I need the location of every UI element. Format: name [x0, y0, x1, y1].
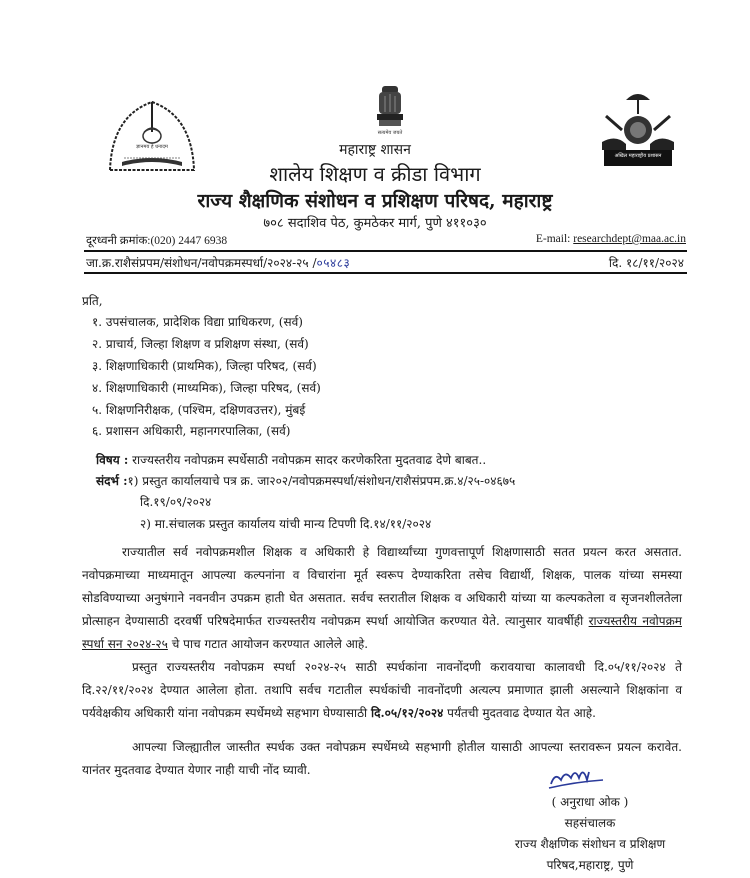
- references-label: संदर्भ :: [96, 474, 128, 488]
- subject-line: [96, 451, 486, 468]
- recipient-item: ४. शिक्षणाधिकारी (माध्यमिक), जिल्हा परिषद, (सर्व): [92, 381, 321, 395]
- recipient-item: ६. प्रशासन अधिकारी, महानगरपालिका, (सर्व): [92, 424, 291, 438]
- header-rule-bottom: [84, 272, 687, 274]
- signatory-org-line-2: परिषद,महाराष्ट्र, पुणे: [546, 858, 634, 872]
- recipient-item: ५. शिक्षणनिरीक्षक, (पश्चिम, दक्षिणवउत्तर), मुंबई: [92, 403, 306, 417]
- p1-underlined: राज्यस्तरीय नवोपक्रम स्पर्धा सन २०२४-२५: [82, 614, 682, 651]
- department-name: शालेय शिक्षण व क्रीडा विभाग: [269, 162, 481, 186]
- council-name: राज्य शैक्षणिक संशोधन व प्रशिक्षण परिषद, महाराष्ट्र: [197, 190, 553, 212]
- email-label: E-mail:: [535, 233, 574, 245]
- reference-2: २) मा.संचालक प्रस्तुत कार्यालय यांची मान्य टिपणी दि.१४/११/२०२४: [140, 517, 432, 531]
- signature-mark: [545, 762, 605, 792]
- body-paragraph-2: [82, 656, 682, 725]
- email-link[interactable]: researchdept@maa.ac.in: [573, 233, 686, 245]
- subject-label: विषय :: [96, 453, 129, 467]
- reference-1: [96, 472, 515, 489]
- office-address: ७०८ सदाशिव पेठ, कुमठेकर मार्ग, पुणे ४११०३०: [263, 216, 487, 231]
- p2-text-end: पर्यंतची मुदतवाढ देण्यात येत आहे.: [443, 706, 596, 720]
- national-emblem: [365, 82, 415, 140]
- reference-number-handwritten: ०५४८३: [316, 256, 351, 270]
- subject-text: राज्यस्तरीय नवोपक्रम स्पर्धेसाठी नवोपक्रम सादर करणेकरिता मुदतवाढ देणे बाबत..: [128, 453, 487, 467]
- signatory-org-line-1: राज्य शैक्षणिक संशोधन व प्रशिक्षण: [514, 837, 666, 851]
- p1-text-end: चे पाच गटात आयोजन करण्यात आलेले आहे.: [167, 637, 369, 651]
- p1-text: राज्यातील सर्व नवोपक्रमशील शिक्षक व अधिकारी हे विद्यार्थ्यांच्या गुणवत्तापूर्ण शिक्षणासाठी सतत प्रयत्न करत असतात. नवोपक्रमाच्या माध्यमातून आपल्या कल्पनांना व विचारांना मूर्त स्वरूप देण्याकरिता तसेच विद्यार्थी, शिक्षक, पालक यांच्या समस्या सोडविण्याच्या अनुषंगाने नवनवीन उपक्रम हाती घेत असतात. सर्वच स्तरातील शिक्षक व अधिकारी यांच्या या कल्पकतेला व सृजनशीलतेला प्रोत्साहन देण्यासाठी दरवर्षी परिषदेमार्फत राज्यस्तरीय नवोपक्रम स्पर्धा आयोजित करण्यात येते. त्यानुसार यावर्षीही: [82, 545, 682, 628]
- header-rule-top: [84, 250, 687, 252]
- p2-text: प्रस्तुत राज्यस्तरीय नवोपक्रम स्पर्धा २०२४-२५ साठी स्पर्धकांना नावनोंदणी करावयाचा कालावधी दि.०५/११/२०२४ ते दि.२२/११/२०२४ देण्यात आलेला होता. तथापि सर्वच गटातील स्पर्धकांची नावनोंदणी अत्यल्प प्रमाणात झाली असल्याने शिक्षकांना व पर्यवेक्षकीय अधिकारी यांना नवोपक्रम स्पर्धेमध्ये सहभाग घेण्यासाठी: [82, 660, 682, 720]
- p3-text: आपल्या जिल्ह्यातील जास्तीत स्पर्धक उक्त नवोपक्रम स्पर्धेमध्ये सहभागी होतील यासाठी आपल्या स्तरावरून प्रयत्न करावेत. यानंतर मुदतवाढ देण्यात येणार नाही याची नोंद घ्यावी.: [82, 740, 682, 777]
- body-paragraph-1: [82, 541, 682, 656]
- recipient-item: १. उपसंचालक, प्रादेशिक विद्या प्राधिकरण, (सर्व): [92, 315, 303, 329]
- recipient-item: २. प्राचार्य, जिल्हा शिक्षण व प्रशिक्षण संस्था, (सर्व): [92, 337, 309, 351]
- signatory-name: ( अनुराधा ओक ): [551, 795, 629, 809]
- reference-number: [86, 254, 350, 271]
- signatory-designation: सहसंचालक: [564, 816, 616, 830]
- emblem-motto: सत्यमेव जयते: [377, 130, 403, 136]
- phone-number: दूरध्वनी क्रमांक:(020) 2447 6938: [86, 235, 228, 247]
- reference-1-text: १) प्रस्तुत कार्यालयाचे पत्र क्र. जा२०२/नवोपक्रमस्पर्धा/संशोधन/राशैसंप्रपम.क्र.४/२५-०४६७५: [127, 474, 516, 488]
- government-name: महाराष्ट्र शासन: [339, 142, 411, 158]
- letter-date: दि. १८/११/२०२४: [608, 256, 684, 270]
- to-label: प्रति,: [82, 294, 103, 308]
- email-block: [536, 233, 686, 245]
- reference-prefix: जा.क्र.राशैसंप्रपम/संशोधन/नवोपक्रमस्पर्धा/२०२४-२५ /: [86, 256, 317, 270]
- recipient-item: ३. शिक्षणाधिकारी (प्राथमिक), जिल्हा परिषद, (सर्व): [92, 359, 317, 373]
- left-logo-motto: ज्ञानमय हे धनादम: [136, 144, 168, 150]
- p2-extended-date: दि.०५/१२/२०२४: [370, 706, 444, 720]
- right-logo-banner: अखिल महाराष्ट्रीय प्रशासन: [614, 153, 662, 159]
- reference-1-date: दि.१९/०९/२०२४: [140, 495, 212, 509]
